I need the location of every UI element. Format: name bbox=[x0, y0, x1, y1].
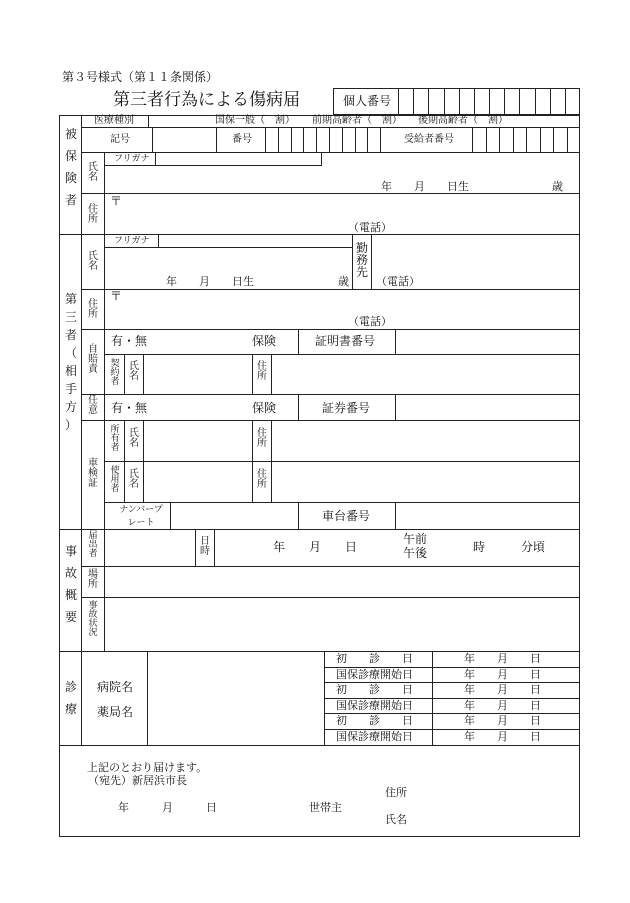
pharmacy-label: 薬局名 bbox=[97, 705, 134, 719]
koki-koreisha: 後期高齢者（ 割） bbox=[418, 115, 508, 126]
medical-row-date: 年 月 日 bbox=[464, 699, 541, 712]
shadai-label: 車台番号 bbox=[322, 509, 371, 523]
medical-section-label: 診 療 bbox=[64, 680, 77, 716]
nin-i-label: 任 意 bbox=[88, 395, 98, 416]
insured-name-label: 氏 名 bbox=[88, 162, 98, 183]
footer-setainushi: 世帯主 bbox=[309, 801, 342, 814]
medical-row-label: 国保診療開始日 bbox=[336, 699, 413, 712]
medical-row-date: 年 月 日 bbox=[464, 683, 541, 696]
shiyosha-label: 使 用 者 bbox=[110, 466, 120, 494]
tp-tel: （電話） bbox=[348, 315, 392, 328]
footer-addressee: （宛先）新居浜市長 bbox=[88, 774, 187, 787]
form-title: 第三者行為による傷病届 bbox=[113, 90, 300, 110]
third-party-section-label: 第 三 者 （ 相 手 方 ） bbox=[64, 292, 77, 432]
kigo-label: 記号 bbox=[110, 134, 130, 145]
kokuho-ippan: 国保一般（ 割） bbox=[215, 115, 295, 126]
shiyosha-address-label: 住 所 bbox=[257, 469, 267, 490]
nin-i-hoken: 保険 bbox=[252, 401, 277, 415]
footer-statement: 上記のとおり届けます。 bbox=[87, 761, 208, 774]
accident-time: 時 分頃 bbox=[473, 540, 546, 554]
accident-gogo[interactable]: 午後 bbox=[403, 546, 428, 560]
nin-i-umu[interactable]: 有・無 bbox=[111, 401, 148, 415]
keiyakusha-address-label: 住 所 bbox=[257, 361, 267, 382]
accident-section-label: 事 故 概 要 bbox=[64, 544, 77, 624]
shoyusha-address-label: 住 所 bbox=[257, 428, 267, 449]
tp-furigana-label: フリガナ bbox=[114, 236, 150, 246]
shomeisho-label: 証明書番号 bbox=[315, 334, 376, 348]
medical-row-date: 年 月 日 bbox=[464, 668, 541, 681]
basho-label: 場 所 bbox=[88, 569, 98, 590]
insured-birth: 年 月 日生 bbox=[381, 180, 469, 193]
shiyosha-name-label: 氏 名 bbox=[129, 469, 139, 490]
medical-row-label: 初 診 日 bbox=[336, 683, 413, 696]
jibaiseki-hoken: 保険 bbox=[252, 334, 277, 348]
number-plate-label: ナンバープレート bbox=[119, 505, 163, 529]
todokedesha-label: 届 出 者 bbox=[88, 531, 98, 559]
shoyusha-label: 所 有 者 bbox=[110, 425, 120, 453]
footer-date: 年 月 日 bbox=[118, 801, 217, 814]
jokyo-label: 事 故 状 況 bbox=[88, 601, 98, 638]
tp-age: 歳 bbox=[338, 275, 349, 288]
tp-workplace-label: 勤 務 先 bbox=[355, 241, 368, 279]
form-number: 第３号様式（第１１条関係） bbox=[62, 70, 219, 84]
nichiji-label: 日 時 bbox=[200, 536, 210, 557]
medical-row-date: 年 月 日 bbox=[464, 730, 541, 743]
personal-number-label: 個人番号 bbox=[343, 94, 392, 108]
jibaiseki-umu[interactable]: 有・無 bbox=[111, 334, 148, 348]
shakensho-label: 車 検 証 bbox=[88, 458, 98, 489]
medical-row-date: 年 月 日 bbox=[464, 652, 541, 665]
shoyusha-name-label: 氏 名 bbox=[129, 428, 139, 449]
insured-furigana-label: フリガナ bbox=[114, 154, 150, 164]
tp-postal-mark: 〒 bbox=[110, 289, 123, 303]
footer-shimei-label: 氏名 bbox=[385, 813, 407, 826]
insured-tel: （電話） bbox=[348, 221, 392, 234]
medical-row-label: 初 診 日 bbox=[336, 652, 413, 665]
keiyakusha-label: 契 約 者 bbox=[110, 359, 120, 387]
medical-row-label: 国保診療開始日 bbox=[336, 730, 413, 743]
accident-date: 年 月 日 bbox=[273, 540, 358, 554]
footer-jusho-label: 住所 bbox=[385, 786, 407, 799]
keiyakusha-name-label: 氏 名 bbox=[129, 361, 139, 382]
insured-age: 歳 bbox=[552, 180, 563, 193]
medical-row-date: 年 月 日 bbox=[464, 714, 541, 727]
insured-section-label: 被 保 険 者 bbox=[64, 127, 77, 207]
medical-type-label: 医療種別 bbox=[94, 115, 134, 126]
insured-address-label: 住 所 bbox=[88, 204, 98, 225]
insured-postal-mark: 〒 bbox=[110, 194, 123, 208]
jibaiseki-label: 自 賠 責 bbox=[88, 344, 98, 375]
medical-row-label: 初 診 日 bbox=[336, 714, 413, 727]
tp-name-label: 氏 名 bbox=[88, 251, 98, 272]
hospital-label: 病院名 bbox=[97, 680, 134, 694]
tp-work-tel: （電話） bbox=[376, 275, 420, 288]
zenki-koreisha: 前期高齢者（ 割） bbox=[312, 115, 402, 126]
medical-row-label: 国保診療開始日 bbox=[336, 668, 413, 681]
accident-gozen[interactable]: 午前 bbox=[403, 532, 428, 546]
shoken-label: 証券番号 bbox=[322, 401, 371, 415]
bango-label: 番号 bbox=[232, 134, 252, 145]
tp-address-label: 住 所 bbox=[88, 299, 98, 320]
tp-birth: 年 月 日生 bbox=[166, 275, 254, 288]
jukyusha-label: 受給者番号 bbox=[404, 134, 454, 145]
